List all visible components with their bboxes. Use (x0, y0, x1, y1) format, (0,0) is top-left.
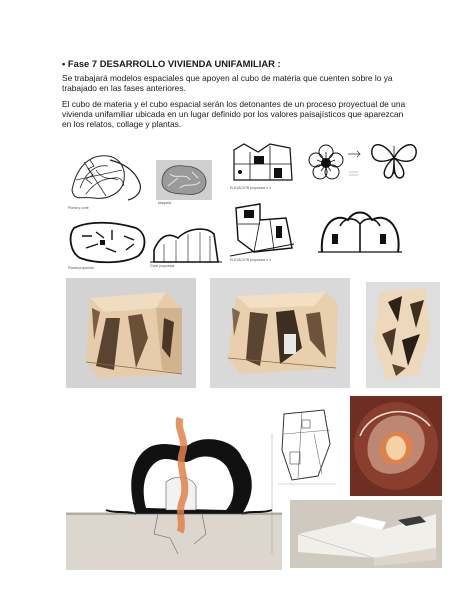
arrow-notes (346, 150, 364, 178)
tree-section (318, 206, 402, 256)
caption-2: Maqueta (158, 201, 172, 205)
caption-3: ELEVACION propuesta # 4 (230, 186, 271, 190)
caption-4: ELEVACION propuesta # 4 (230, 258, 271, 262)
section-heading (62, 58, 281, 69)
wood-model-photo-1 (66, 278, 196, 388)
section-sketch-2 (150, 224, 222, 266)
wood-model-photo-3 (366, 282, 440, 388)
clay-model-photo (350, 396, 442, 496)
wood-model-photo-2 (210, 278, 350, 388)
white-model-photo (290, 500, 442, 568)
flower-plan (306, 142, 346, 182)
plan-sketch-3 (230, 200, 298, 262)
paragraph-2: El cubo de materia y el cubo espacial serán los detonantes de un proceso proyectual de una vivienda unifamiliar ubicada en un lugar definido por los valores paisajísticos que aparezcan en los relatos, collage y plantas. (62, 99, 406, 130)
heading-text: Fase 7 DESARROLLO VIVIENDA UNIFAMILIAR : (67, 58, 281, 69)
paragraph-1: Se trabajará modelos espaciales que apoyen al cubo de materia que cuenten sobre lo ya trabajado en las fases anteriores. (62, 73, 393, 94)
plan-sketch-2 (66, 218, 152, 268)
caption-1: Planta y corte (68, 206, 89, 210)
bubble-photo (156, 160, 212, 205)
butterfly-plan (368, 138, 420, 180)
bullet: • (62, 58, 66, 69)
floor-plan-sketch (274, 394, 344, 490)
caption-6: Corte propuesta (150, 264, 175, 268)
caption-5: Planta propuesta (68, 266, 94, 270)
section-drawing (66, 414, 282, 570)
section-sketch-1 (230, 140, 296, 190)
organic-sketch-1 (66, 150, 148, 212)
